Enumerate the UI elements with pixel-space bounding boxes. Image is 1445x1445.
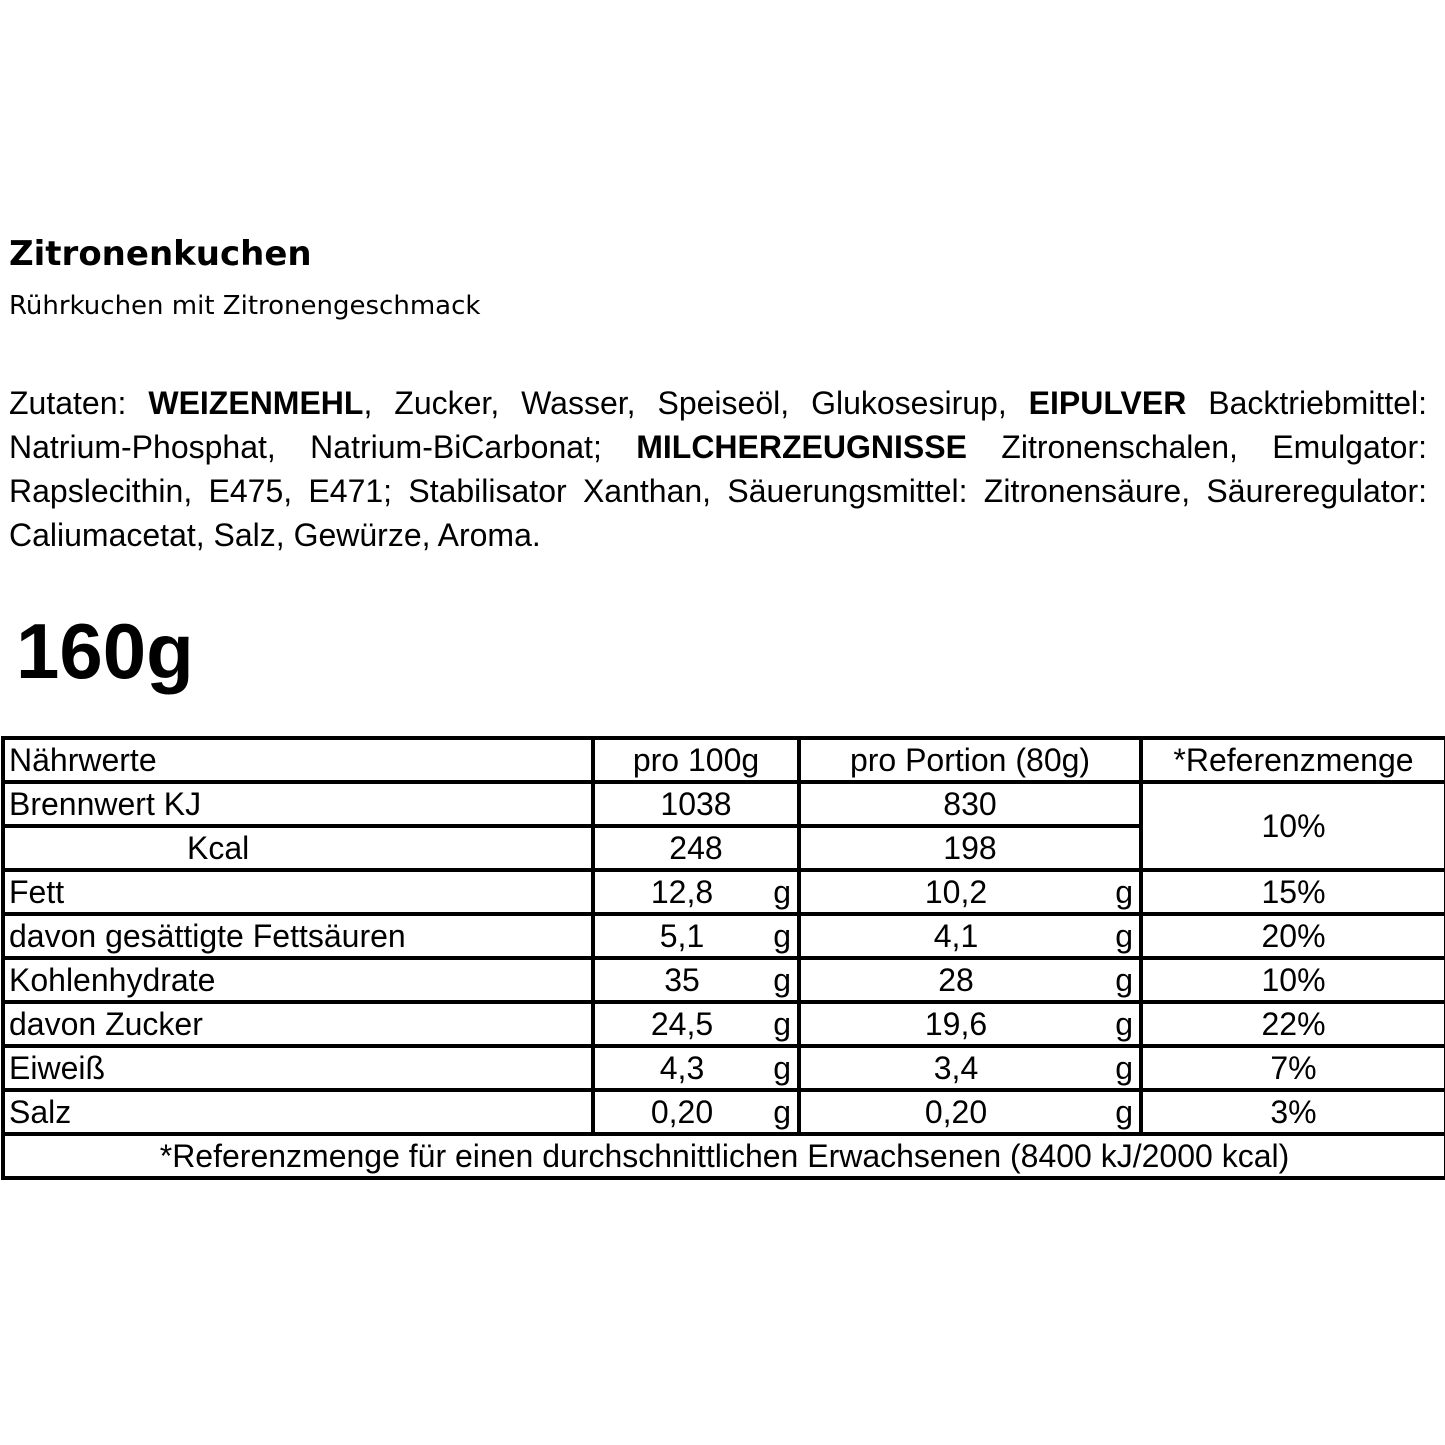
product-subtitle: Rührkuchen mit Zitronengeschmack [9,291,481,321]
nutrition-header-row [3,738,1445,782]
ingredients-label: Zutaten: [9,385,127,421]
value-per-100g: 24,5 [650,1006,714,1042]
value-per-portion-cell [799,1046,1141,1090]
value-per-100g-unit: g [773,874,791,910]
energy-kj-label: Brennwert KJ [3,782,593,826]
value-per-portion-unit: g [1115,962,1133,998]
energy-reference: 10% [1141,782,1445,870]
value-per-portion-cell [799,870,1141,914]
nutrient-name: Eiweiß [3,1046,593,1090]
value-per-100g-unit: g [773,962,791,998]
ingredient-text: , Zucker, Wasser, Speiseöl, Glukosesirup, [363,385,1029,421]
value-per-portion-cell [799,1090,1141,1134]
value-per-portion-unit: g [1115,1006,1133,1042]
ingredient-text: Backtriebmittel: Natrium-Phosphat, Natrium-BiCarbonat; [9,385,1428,465]
reference-percent: 7% [1141,1046,1445,1090]
ingredient-text: Zitronenschalen, Emulgator: Rapslecithin, E475, E471; Stabilisator Xanthan, Säuerungsmittel: Zitronensäure, Säureregulator: Caliumacetat, Salz, Gewürze, Aroma. [9,429,1427,553]
header-nutrient: Nährwerte [3,738,593,782]
nutrient-name: davon gesättigte Fettsäuren [3,914,593,958]
value-per-portion: 19,6 [924,1006,988,1042]
energy-kcal-label: Kcal [3,826,593,870]
allergen-ingredient: MILCHERZEUGNISSE [636,429,967,465]
value-per-100g-unit: g [773,918,791,954]
nutrition-row [3,1046,1445,1090]
value-per-100g-cell [593,1002,799,1046]
value-per-portion-cell [799,958,1141,1002]
value-per-100g-cell [593,870,799,914]
ingredients-list [9,385,1427,553]
value-per-portion-unit: g [1115,918,1133,954]
energy-kcal-per-portion: 198 [799,826,1141,870]
value-per-100g-cell [593,914,799,958]
value-per-portion-cell [799,1002,1141,1046]
nutrition-table [1,736,1445,1180]
nutrition-footnote-row [3,1134,1445,1178]
energy-kj-per-portion: 830 [799,782,1141,826]
product-title: Zitronenkuchen [9,234,312,274]
value-per-portion: 10,2 [924,874,988,910]
nutrition-row [3,914,1445,958]
value-per-portion: 0,20 [924,1094,988,1130]
value-per-100g-cell [593,1090,799,1134]
value-per-100g-unit: g [773,1050,791,1086]
value-per-100g-unit: g [773,1006,791,1042]
reference-percent: 20% [1141,914,1445,958]
header-reference: *Referenzmenge [1141,738,1445,782]
nutrition-footnote: *Referenzmenge für einen durchschnittlichen Erwachsenen (8400 kJ/2000 kcal) [3,1134,1445,1178]
energy-kj-per-100g: 1038 [593,782,799,826]
ingredients-text [9,381,1427,557]
nutrition-row [3,1090,1445,1134]
header-per-portion: pro Portion (80g) [799,738,1141,782]
allergen-ingredient: WEIZENMEHL [148,385,364,421]
nutrient-name: davon Zucker [3,1002,593,1046]
reference-percent: 22% [1141,1002,1445,1046]
value-per-portion-unit: g [1115,1050,1133,1086]
nutrient-name: Salz [3,1090,593,1134]
nutrient-name: Fett [3,870,593,914]
value-per-100g: 4,3 [659,1050,705,1086]
value-per-100g: 5,1 [659,918,705,954]
nutrition-row [3,1002,1445,1046]
value-per-100g-cell [593,1046,799,1090]
value-per-portion: 4,1 [933,918,979,954]
value-per-100g: 35 [664,962,700,998]
nutrition-row [3,870,1445,914]
nutrition-row [3,958,1445,1002]
reference-percent: 10% [1141,958,1445,1002]
allergen-ingredient: EIPULVER [1028,385,1187,421]
energy-kcal-per-100g: 248 [593,826,799,870]
nutrient-name: Kohlenhydrate [3,958,593,1002]
value-per-portion: 28 [938,962,974,998]
value-per-100g-unit: g [773,1094,791,1130]
value-per-100g: 12,8 [650,874,714,910]
value-per-portion-cell [799,914,1141,958]
value-per-portion-unit: g [1115,874,1133,910]
nutrition-row-energy-kj [3,782,1445,826]
value-per-portion: 3,4 [933,1050,979,1086]
value-per-100g: 0,20 [650,1094,714,1130]
header-per-100g: pro 100g [593,738,799,782]
value-per-100g-cell [593,958,799,1002]
reference-percent: 15% [1141,870,1445,914]
value-per-portion-unit: g [1115,1094,1133,1130]
reference-percent: 3% [1141,1090,1445,1134]
net-weight: 160g [16,607,194,695]
